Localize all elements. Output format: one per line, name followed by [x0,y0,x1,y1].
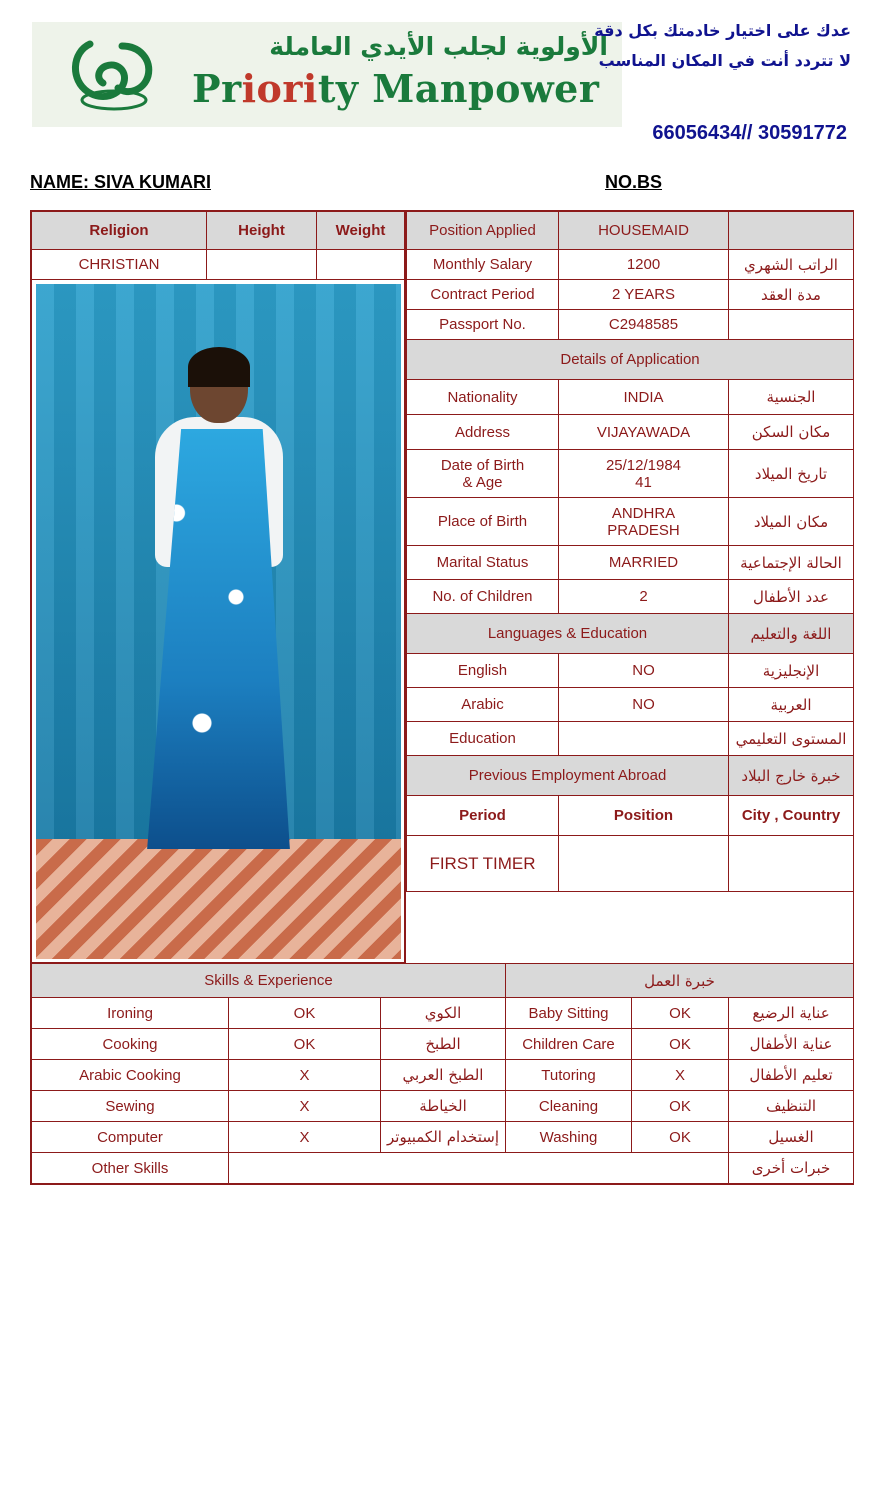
skill-arabic-cooking-value: X [229,1060,381,1091]
passport-no-value: C2948585 [559,310,729,340]
place-of-birth-label: Place of Birth [407,498,559,546]
skill-sewing-label: Sewing [32,1091,229,1122]
dob-label-line2: & Age [462,473,503,491]
top-section [31,211,853,963]
skill-computer-value: X [229,1122,381,1153]
height-value [207,250,317,280]
arabic-ar: العربية [729,688,854,722]
education-label: Education [407,722,559,756]
skill-children-care-ar: عناية الأطفال [729,1029,854,1060]
languages-education-title: Languages & Education [407,614,729,654]
contact-phone-numbers: 66056434// 30591772 [652,122,847,144]
details-of-application-title: Details of Application [407,340,854,380]
place-of-birth-ar: مكان الميلاد [729,498,854,546]
marital-status-ar: الحالة الإجتماعية [729,546,854,580]
contract-row [407,280,854,310]
skill-ironing-value: OK [229,998,381,1029]
monthly-salary-value: 1200 [559,250,729,280]
photo-row [32,280,405,963]
employment-city-country-label: City , Country [729,796,854,836]
skills-title-ar: خبرة العمل [506,964,854,998]
arabic-value: NO [559,688,729,722]
skills-row-1 [32,1029,854,1060]
dob-ar: تاريخ الميلاد [729,450,854,498]
languages-title-row [407,614,854,654]
nationality-ar: الجنسية [729,380,854,415]
other-skills-ar: خبرات أخرى [729,1153,854,1184]
company-logo-block [32,22,622,127]
dob-label-cell [407,450,559,498]
employment-title-row [407,756,854,796]
employment-city-country-value [729,836,854,892]
document-header [0,0,869,170]
logo-en-part3: ty Manpower [317,66,600,111]
languages-education-title-ar: اللغة والتعليم [729,614,854,654]
nationality-row [407,380,854,415]
previous-employment-title-ar: خبرة خارج البلاد [729,756,854,796]
skills-title-row [32,964,854,998]
education-value [559,722,729,756]
other-skills-value [229,1153,729,1184]
photo-image [36,284,401,959]
bio-header-row [32,212,405,250]
skill-baby-sitting-ar: عناية الرضيع [729,998,854,1029]
pob-row [407,498,854,546]
position-applied-ar [729,212,854,250]
logo-en-part2: iori [241,66,318,111]
candidate-name: NAME: SIVA KUMARI [30,172,211,192]
place-of-birth-value-1: ANDHRA [611,504,676,522]
monthly-salary-label: Monthly Salary [407,250,559,280]
skill-arabic-cooking-label: Arabic Cooking [32,1060,229,1091]
photo-person [124,351,314,871]
details-title-row [407,340,854,380]
address-row [407,415,854,450]
english-label: English [407,654,559,688]
place-of-birth-value-cell [559,498,729,546]
passport-row [407,310,854,340]
arabic-row [407,688,854,722]
skill-cooking-ar: الطبخ [381,1029,506,1060]
bio-value-row [32,250,405,280]
employment-period-label: Period [407,796,559,836]
arabic-label: Arabic [407,688,559,722]
skill-children-care-label: Children Care [506,1029,632,1060]
dob-label-line1: Date of Birth [440,456,525,474]
header-arabic-slogan [594,16,851,77]
company-logo-icon [62,34,172,114]
education-row [407,722,854,756]
skill-tutoring-value: X [632,1060,729,1091]
skill-washing-label: Washing [506,1122,632,1153]
employment-entry-row [407,836,854,892]
contract-period-ar: مدة العقد [729,280,854,310]
name-row [0,172,869,210]
height-label: Height [207,212,317,250]
skills-row-2 [32,1060,854,1091]
employment-header-row [407,796,854,836]
skill-sewing-ar: الخياطة [381,1091,506,1122]
employment-position-label: Position [559,796,729,836]
skill-cooking-label: Cooking [32,1029,229,1060]
religion-label: Religion [32,212,207,250]
position-applied-label: Position Applied [407,212,559,250]
skill-cleaning-ar: التنظيف [729,1091,854,1122]
english-ar: الإنجليزية [729,654,854,688]
position-applied-value: HOUSEMAID [559,212,729,250]
children-value: 2 [559,580,729,614]
position-row [407,212,854,250]
skills-table [31,963,854,1184]
children-ar: عدد الأطفال [729,580,854,614]
age-value: 41 [635,473,652,491]
employment-position-value [559,836,729,892]
address-label: Address [407,415,559,450]
nationality-value: INDIA [559,380,729,415]
contract-period-value: 2 YEARS [559,280,729,310]
marital-status-label: Marital Status [407,546,559,580]
dob-value: 25/12/1984 [605,456,682,474]
candidate-photo [32,280,405,963]
other-skills-label: Other Skills [32,1153,229,1184]
salary-row [407,250,854,280]
other-skills-row [32,1153,854,1184]
bio-table [31,211,405,963]
skill-sewing-value: X [229,1091,381,1122]
nationality-label: Nationality [407,380,559,415]
monthly-salary-ar: الراتب الشهري [729,250,854,280]
logo-en-part1: Pr [192,66,242,111]
employment-period-value: FIRST TIMER [407,836,559,892]
skill-tutoring-label: Tutoring [506,1060,632,1091]
address-value: VIJAYAWADA [559,415,729,450]
skill-computer-label: Computer [32,1122,229,1153]
previous-employment-title: Previous Employment Abroad [407,756,729,796]
skill-washing-ar: الغسيل [729,1122,854,1153]
skill-baby-sitting-value: OK [632,998,729,1029]
skill-cooking-value: OK [229,1029,381,1060]
skill-children-care-value: OK [632,1029,729,1060]
place-of-birth-value-2: PRADESH [607,521,680,539]
cv-main-table [30,210,854,1185]
passport-no-label: Passport No. [407,310,559,340]
skill-computer-ar: إستخدام الكمبيوتر [381,1122,506,1153]
reference-no: NO.BS [605,172,663,192]
application-table [406,211,854,892]
skill-ironing-label: Ironing [32,998,229,1029]
photo-hair [188,347,250,387]
dob-row [407,450,854,498]
logo-arabic-text: الأولوية لجلب الأيدي العاملة [269,32,608,61]
contract-period-label: Contract Period [407,280,559,310]
address-ar: مكان السكن [729,415,854,450]
skill-ironing-ar: الكوي [381,998,506,1029]
header-arabic-line-2: لا تتردد أنت في المكان المناسب [598,51,851,71]
dob-value-cell [559,450,729,498]
skills-row-3 [32,1091,854,1122]
religion-value: CHRISTIAN [32,250,207,280]
details-column [406,211,854,963]
skill-tutoring-ar: تعليم الأطفال [729,1060,854,1091]
header-arabic-line-1: عدك على اختيار خادمتك بكل دقة [594,21,851,40]
weight-value [317,250,405,280]
skill-arabic-cooking-ar: الطبخ العربي [381,1060,506,1091]
marital-row [407,546,854,580]
skill-cleaning-value: OK [632,1091,729,1122]
skills-row-4 [32,1122,854,1153]
skill-cleaning-label: Cleaning [506,1091,632,1122]
passport-no-ar [729,310,854,340]
skill-washing-value: OK [632,1122,729,1153]
english-value: NO [559,654,729,688]
children-row [407,580,854,614]
logo-english-text [192,66,599,111]
marital-status-value: MARRIED [559,546,729,580]
skills-row-0 [32,998,854,1029]
photo-column [31,211,406,963]
education-ar: المستوى التعليمي [729,722,854,756]
skills-title: Skills & Experience [32,964,506,998]
children-label: No. of Children [407,580,559,614]
skill-baby-sitting-label: Baby Sitting [506,998,632,1029]
weight-label: Weight [317,212,405,250]
english-row [407,654,854,688]
